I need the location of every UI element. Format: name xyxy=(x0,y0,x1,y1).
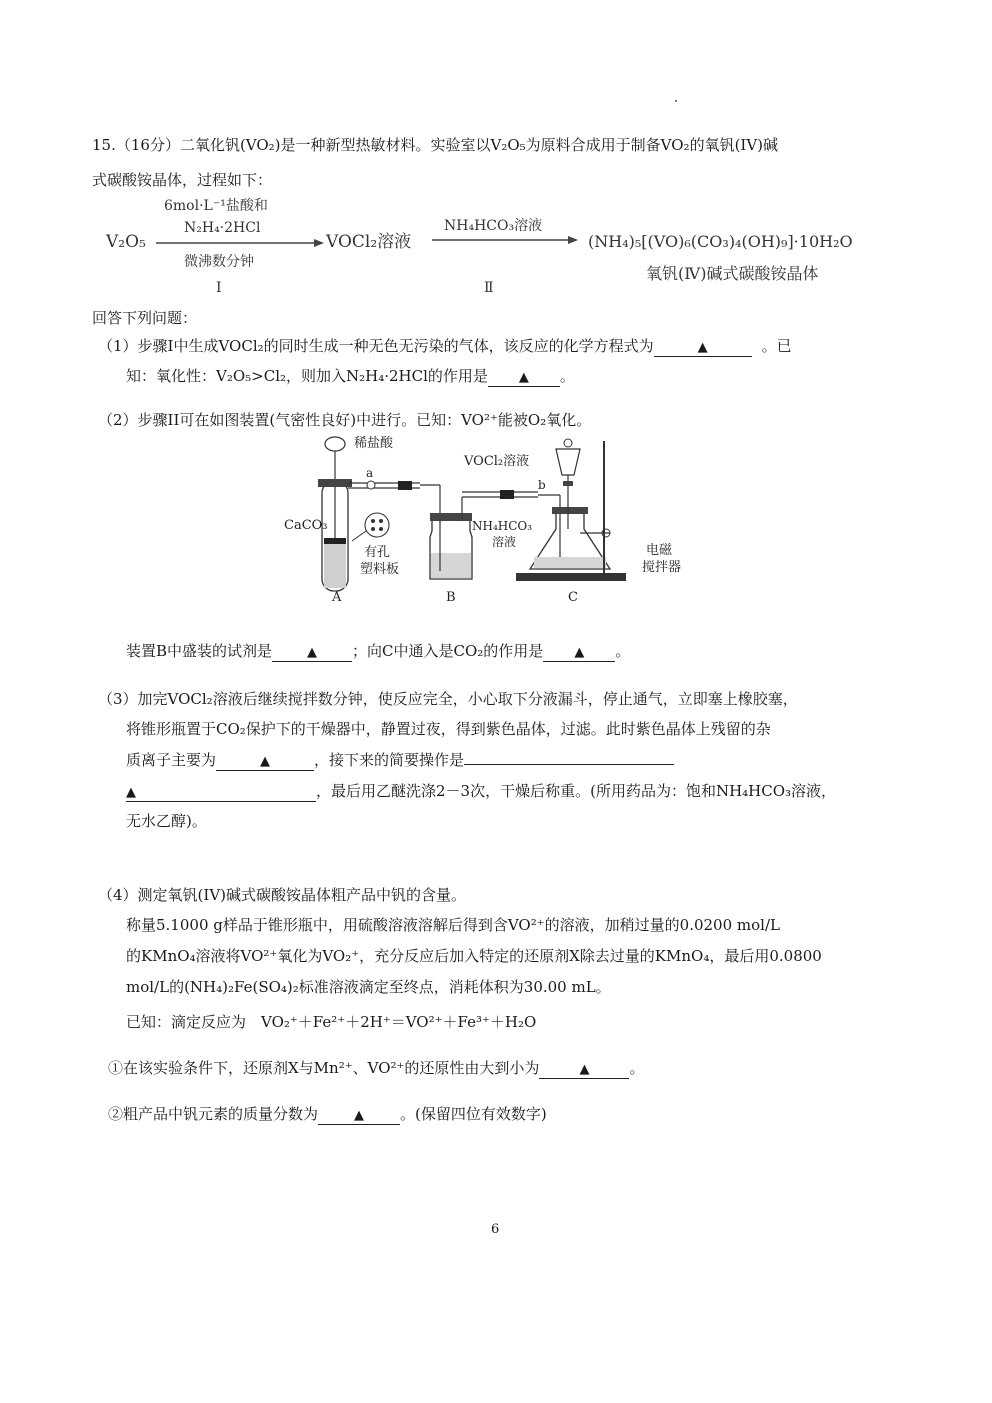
part3-blank-2[interactable] xyxy=(464,764,674,765)
part3-blank-1[interactable] xyxy=(216,752,314,771)
page-number: 6 xyxy=(491,1222,500,1237)
scheme-reactant: V₂O₅ xyxy=(106,232,146,252)
part2-blank-1[interactable] xyxy=(272,643,352,662)
part2-q1: 装置B中盛装的试剂是 xyxy=(126,642,273,660)
part1-text-d: 。 xyxy=(559,367,575,385)
label-plate: 有孔 xyxy=(364,545,391,560)
blank-mark: ▲ xyxy=(260,754,271,769)
part4-line3: mol/L的(NH₄)₂Fe(SO₄)₂标准溶液滴定至终点，消耗体积为30.00 mL。 xyxy=(126,978,611,996)
label-vocl2: VOCl₂溶液 xyxy=(464,454,530,469)
part3-text-c: ，最后用乙醚洗涤2－3次，干燥后称重。(所用药品为：饱和NH₄HCO₃溶液， xyxy=(316,782,837,800)
part2-blank-2[interactable] xyxy=(543,643,615,662)
part2-question xyxy=(126,641,630,662)
valve-a xyxy=(367,481,375,489)
label-acid: 稀盐酸 xyxy=(354,436,394,451)
part3-line1: （3）加完VOCl₂溶液后继续搅拌数分钟，使反应完全，小心取下分液漏斗，停止通气，立即塞上橡胶塞， xyxy=(98,690,798,708)
question-intro-line1: 15.（16分）二氧化钒(VO₂)是一种新型热敏材料。实验室以V₂O₅为原料合成用于制备VO₂的氧钒(IV)碱 xyxy=(92,136,779,154)
part4-q2 xyxy=(108,1104,547,1125)
part1-line2 xyxy=(126,366,575,387)
blank-mark: ▲ xyxy=(126,785,136,800)
scheme-cond2-top: NH₄HCO₃溶液 xyxy=(444,218,543,234)
scheme-cond1-top2: N₂H₄·2HCl xyxy=(184,220,261,236)
part3-line3 xyxy=(126,750,674,771)
label-stirrer: 电磁 xyxy=(646,543,673,558)
part4-line2: 的KMnO₄溶液将VO²⁺氧化为VO₂⁺，充分反应后加入特定的还原剂X除去过量的KMnO₄，最后用0.0800 xyxy=(126,947,822,965)
blank-mark: ▲ xyxy=(574,645,585,660)
speck xyxy=(675,100,677,102)
perforated-plate-a xyxy=(324,538,346,544)
label-a: A xyxy=(332,590,342,605)
blank-mark: ▲ xyxy=(697,340,708,355)
scheme-product: (NH₄)₅[(VO)₆(CO₃)₄(OH)₉]·10H₂O xyxy=(588,232,853,251)
blank-mark: ▲ xyxy=(307,645,318,660)
label-nh4hco3-2: 溶液 xyxy=(492,535,517,549)
part4-q2-end: 。(保留四位有效数字) xyxy=(400,1105,547,1123)
prompt: 回答下列问题： xyxy=(92,309,198,327)
label-valve-b: b xyxy=(538,478,546,492)
part1-text-c: 知：氧化性：V₂O₅>Cl₂，则加入N₂H₄·2HCl的作用是 xyxy=(126,367,488,385)
connector-2 xyxy=(500,490,514,499)
stopper-a xyxy=(318,479,352,487)
blank-mark: ▲ xyxy=(354,1108,365,1123)
liquid-c xyxy=(534,557,606,568)
scheme-step1: Ⅰ xyxy=(216,280,222,296)
stopper-b xyxy=(430,513,472,521)
stopper-c xyxy=(552,507,588,514)
blank-mark: ▲ xyxy=(579,1062,590,1077)
part4-blank-2[interactable] xyxy=(318,1106,400,1125)
part1-text-b: 。已 xyxy=(761,337,792,355)
label-stirrer2: 搅拌器 xyxy=(642,560,682,575)
question-intro-line2: 式碳酸铵晶体，过程如下： xyxy=(92,171,273,189)
part4-q1 xyxy=(108,1058,644,1079)
scheme-cond1-top1: 6mol·L⁻¹盐酸和 xyxy=(164,198,268,214)
part4-line1: 称量5.1000 g样品于锥形瓶中，用硫酸溶液溶解后得到含VO²⁺的溶液，加稍过量的0.0200 mol/L xyxy=(126,916,780,934)
label-c: C xyxy=(568,590,578,605)
label-b: B xyxy=(446,590,456,605)
plate-detail xyxy=(365,513,389,537)
part3-line4 xyxy=(126,781,836,802)
stirrer-base xyxy=(516,573,626,581)
part1-blank-2[interactable] xyxy=(488,368,560,387)
funnel-c xyxy=(556,449,580,475)
part3-line5: 无水乙醇)。 xyxy=(126,812,207,830)
part2-q2: ；向C中通入是CO₂的作用是 xyxy=(352,642,544,660)
label-valve-a: a xyxy=(366,466,374,480)
part1-blank-1[interactable] xyxy=(654,338,752,357)
blank-mark: ▲ xyxy=(518,370,529,385)
part3-line2: 将锥形瓶置于CO₂保护下的干燥器中，静置过夜，得到紫色晶体，过滤。此时紫色晶体上残留的杂 xyxy=(126,720,771,738)
liquid-b xyxy=(431,553,471,578)
part1-text-a: （1）步骤I中生成VOCl₂的同时生成一种无色无污染的气体，该反应的化学方程式为 xyxy=(98,337,654,355)
scheme-step2: Ⅱ xyxy=(484,280,494,296)
part4-blank-1[interactable] xyxy=(539,1060,629,1079)
label-nh4hco3: NH₄HCO₃ xyxy=(472,519,533,533)
part4-q1-text: ①在该实验条件下，还原剂X与Mn²⁺、VO²⁺的还原性由大到小为 xyxy=(108,1059,540,1077)
connector-1 xyxy=(398,481,412,490)
label-caco3: CaCO₃ xyxy=(284,518,328,533)
scheme-cond1-bottom: 微沸数分钟 xyxy=(184,254,254,270)
part4-line4: 已知：滴定反应为 VO₂⁺＋Fe²⁺＋2H⁺＝VO²⁺＋Fe³⁺＋H₂O xyxy=(126,1013,537,1031)
scheme-arrowhead-2 xyxy=(568,236,578,244)
apparatus-diagram xyxy=(280,433,700,608)
part3-blank-2-cont[interactable] xyxy=(126,783,316,802)
valve-b xyxy=(563,481,573,486)
part3-text-b: ，接下来的简要操作是 xyxy=(314,751,465,769)
part2-intro: （2）步骤II可在如图装置(气密性良好)中进行。已知：VO²⁺能被O₂氧化。 xyxy=(98,411,592,429)
part4-q2-text: ②粗产品中钒元素的质量分数为 xyxy=(108,1105,319,1123)
liquid-a xyxy=(324,544,346,588)
synthesis-scheme xyxy=(92,190,912,298)
part4-q1-end: 。 xyxy=(629,1059,645,1077)
funnel-bulb-a xyxy=(325,437,345,451)
part3-text-a: 质离子主要为 xyxy=(126,751,217,769)
scheme-intermediate: VOCl₂溶液 xyxy=(326,232,412,252)
part1-line1 xyxy=(98,336,792,357)
scheme-product-name: 氧钒(Ⅳ)碱式碳酸铵晶体 xyxy=(646,264,819,283)
part4-title: （4）测定氧钒(IV)碱式碳酸铵晶体粗产品中钒的含量。 xyxy=(98,886,467,904)
scheme-arrowhead-1 xyxy=(314,239,324,247)
part2-q3: 。 xyxy=(615,642,631,660)
label-plate2: 塑料板 xyxy=(360,562,400,577)
